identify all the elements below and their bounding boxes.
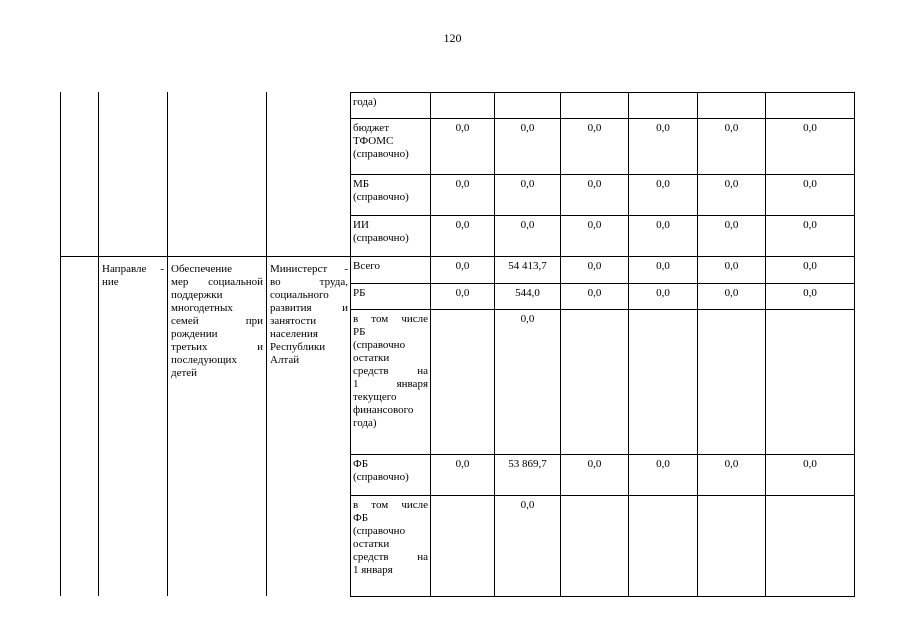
row-label [351, 257, 431, 284]
value-cell: 0,0 [431, 175, 495, 216]
text-line: ние [102, 276, 119, 288]
value-cell: 0,0 [561, 216, 629, 257]
value-cell: 0,0 [431, 284, 495, 310]
value-cell [561, 496, 629, 597]
value-cell: 0,0 [698, 257, 766, 284]
value-cell [431, 496, 495, 597]
value-cell: 0,0 [629, 284, 698, 310]
label-line: ФБ [353, 512, 369, 524]
text-line: поддержки [171, 289, 223, 301]
label-line: бюджет [353, 122, 389, 134]
text-line: Направле - [102, 263, 164, 275]
value-cell: 0,0 [698, 216, 766, 257]
value-cell [629, 496, 698, 597]
value-cell: 0,0 [766, 284, 855, 310]
label-line: в том числе [353, 499, 428, 511]
table-row [351, 284, 855, 310]
value-cell: 0,0 [431, 455, 495, 496]
label-line: ИИ [353, 219, 369, 231]
text-line: Обеспечение [171, 263, 232, 275]
value-cell: 0,0 [698, 119, 766, 175]
value-cell: 544,0 [495, 284, 561, 310]
value-cell: 54 413,7 [495, 257, 561, 284]
value-cell: 0,0 [698, 455, 766, 496]
value-cell: 0,0 [495, 119, 561, 175]
value-cell [561, 310, 629, 455]
value-cell [431, 310, 495, 455]
section-divider [60, 256, 351, 257]
label-line: (справочно) [353, 191, 409, 203]
value-cell: 0,0 [431, 216, 495, 257]
label-line: (справочно) [353, 232, 409, 244]
text-line: многодетных [171, 302, 233, 314]
table-row [351, 455, 855, 496]
label-line: финансового [353, 404, 414, 416]
value-cell: 0,0 [495, 310, 561, 455]
value-cell: 0,0 [561, 455, 629, 496]
value-cell: 0,0 [431, 119, 495, 175]
table-row [351, 310, 855, 455]
row-label [351, 496, 431, 597]
value-cell: 0,0 [629, 175, 698, 216]
column-divider-1 [98, 92, 99, 596]
row-label [351, 119, 431, 175]
value-cell [766, 93, 855, 119]
value-cell: 0,0 [629, 119, 698, 175]
text-line: социального [270, 289, 329, 301]
column-divider-3 [266, 92, 267, 596]
label-line: средств на [353, 551, 428, 563]
label-line: года) [353, 96, 377, 108]
value-cell [629, 310, 698, 455]
row-label [351, 284, 431, 310]
value-cell [766, 496, 855, 597]
label-line: в том числе [353, 313, 428, 325]
table-border-left [60, 92, 61, 596]
text-line: семей при [171, 315, 263, 327]
table-row [351, 216, 855, 257]
column-divider-2 [167, 92, 168, 596]
value-cell: 53 869,7 [495, 455, 561, 496]
table-row [351, 257, 855, 284]
table-row [351, 119, 855, 175]
label-line: года) [353, 417, 377, 429]
label-line: остатки [353, 538, 390, 550]
value-cell [495, 93, 561, 119]
label-line: ФБ [353, 458, 369, 470]
funding-table [350, 92, 855, 597]
value-cell [698, 310, 766, 455]
text-line: во труда, [270, 276, 348, 288]
page-number: 120 [443, 31, 462, 45]
value-cell: 0,0 [561, 284, 629, 310]
label-line: РБ [353, 326, 366, 338]
value-cell [629, 93, 698, 119]
measure-description [171, 263, 263, 380]
value-cell: 0,0 [561, 119, 629, 175]
value-cell: 0,0 [766, 455, 855, 496]
value-cell: 0,0 [495, 175, 561, 216]
value-cell: 0,0 [431, 257, 495, 284]
value-cell: 0,0 [495, 216, 561, 257]
text-line: Министерст - [270, 263, 348, 275]
value-cell: 0,0 [766, 257, 855, 284]
value-cell: 0,0 [561, 175, 629, 216]
label-line: 1 января [353, 564, 393, 576]
label-line: остатки [353, 352, 390, 364]
value-cell: 0,0 [629, 257, 698, 284]
value-cell: 0,0 [495, 496, 561, 597]
value-cell [766, 310, 855, 455]
table-row [351, 175, 855, 216]
row-label [351, 455, 431, 496]
direction-label [102, 263, 164, 289]
label-line: (справочно [353, 339, 406, 351]
row-label [351, 93, 431, 119]
label-line: Всего [353, 260, 380, 272]
value-cell: 0,0 [629, 216, 698, 257]
text-line: мер социальной [171, 276, 263, 288]
responsible-executor [270, 263, 348, 367]
value-cell: 0,0 [698, 284, 766, 310]
label-line: МБ [353, 178, 370, 190]
row-label [351, 216, 431, 257]
value-cell [698, 93, 766, 119]
value-cell: 0,0 [766, 119, 855, 175]
label-line: 1 января [353, 378, 428, 390]
text-line: Республики [270, 341, 326, 353]
value-cell: 0,0 [766, 175, 855, 216]
text-line: развития и [270, 302, 348, 314]
value-cell: 0,0 [561, 257, 629, 284]
row-label [351, 310, 431, 455]
value-cell [561, 93, 629, 119]
value-cell [698, 496, 766, 597]
value-cell [431, 93, 495, 119]
value-cell: 0,0 [629, 455, 698, 496]
text-line: населения [270, 328, 318, 340]
label-line: (справочно [353, 525, 406, 537]
value-cell: 0,0 [698, 175, 766, 216]
text-line: третьих и [171, 341, 263, 353]
text-line: рождении [171, 328, 218, 340]
table-row [351, 496, 855, 597]
value-cell: 0,0 [766, 216, 855, 257]
text-line: последующих [171, 354, 237, 366]
label-line: (справочно) [353, 148, 409, 160]
row-label [351, 175, 431, 216]
text-line: занятости [270, 315, 317, 327]
label-line: (справочно) [353, 471, 409, 483]
text-line: Алтай [270, 354, 300, 366]
label-line: средств на [353, 365, 428, 377]
label-line: текущего [353, 391, 397, 403]
text-line: детей [171, 367, 198, 379]
table-row [351, 93, 855, 119]
label-line: РБ [353, 287, 366, 299]
label-line: ТФОМС [353, 135, 394, 147]
